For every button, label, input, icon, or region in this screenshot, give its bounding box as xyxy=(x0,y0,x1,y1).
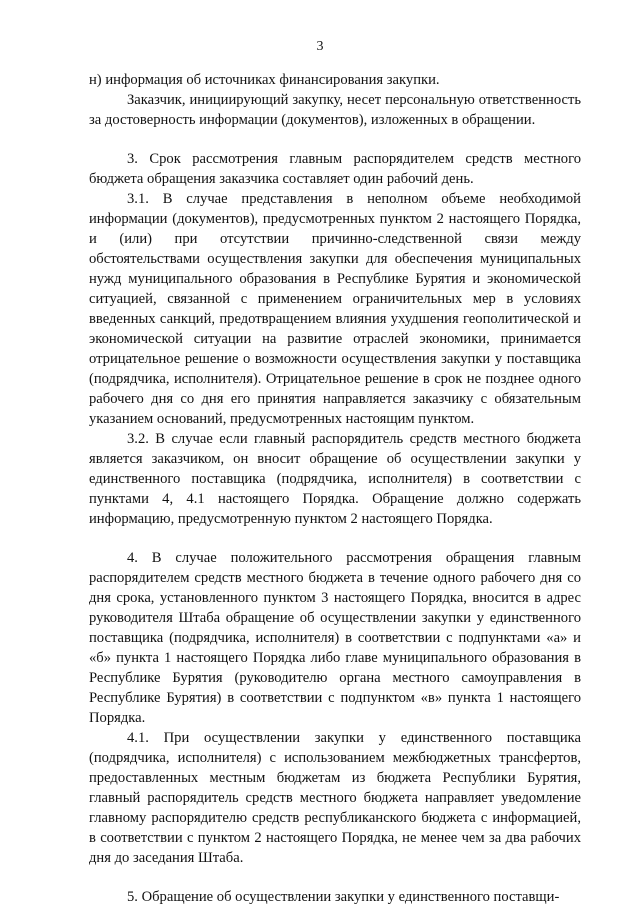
paragraph-item-n: н) информация об источниках финансирования закупки. xyxy=(89,72,440,88)
paragraph-5: 5. Обращение об осуществлении закупки у единственного поставщи- xyxy=(127,889,560,905)
document-body xyxy=(89,70,581,907)
paragraph-4: 4. В случае положительного рассмотрения обращения главным распорядителем средств местного бюджета в течение одного рабочего дня со дня срока, установленного пунктом 3 настоящего Порядка, вносится в адрес руководителя Штаба обращение об осуществлении закупки у единственного поставщика (подрядчика, исполнителя) в соответствии с подпунктами «а» и «б» пункта 1 настоящего Порядка либо главе муниципального образования в Республике Бурятия (руководителю органа местного самоуправления в Республике Бурятия) в соответствии с подпунктом «в» пункта 1 настоящего Порядка. xyxy=(89,550,581,726)
paragraph-3: 3. Срок рассмотрения главным распорядителем средств местного бюджета обращения заказчика составляет один рабочий день. xyxy=(89,151,581,187)
page-number: 3 xyxy=(316,39,324,54)
paragraph-3-2: 3.2. В случае если главный распорядитель средств местного бюджета является заказчиком, он вносит обращение об осуществлении закупки у единственного поставщика (подрядчика, исполнителя) в соответствии с пунктами 4, 4.1 настоящего Порядка. Обращение должно содержать информацию, предусмотренную пунктом 2 настоящего Порядка. xyxy=(89,431,581,527)
paragraph-4-1: 4.1. При осуществлении закупки у единственного поставщика (подрядчика, исполнителя) с использованием межбюджетных трансфертов, предоставленных местным бюджетам из бюджета Республики Бурятия, главный распорядитель средств местного бюджета направляет уведомление главному распорядителю средств республиканского бюджета с информацией, в соответствии с пунктом 2 настоящего Порядка, не менее чем за два рабочих дня до заседания Штаба. xyxy=(89,730,581,866)
paragraph-responsibility: Заказчик, инициирующий закупку, несет персональную ответственность за достоверность информации (документов), изложенных в обращении. xyxy=(89,92,581,128)
paragraph-3-1: 3.1. В случае представления в неполном объеме необходимой информации (документов), предусмотренных пунктом 2 настоящего Порядка, и (или) при отсутствии причинно-следственной связи между обстоятельствами осуществления закупки для обеспечения муниципальных нужд муниципального образования в Республике Бурятия и экономической ситуацией, связанной с применением ограничительных мер в условиях введенных санкций, предотвращением влияния ухудшения геополитической и экономической ситуации на развитие отраслей экономики, принимается отрицательное решение о возможности осуществления закупки у поставщика (подрядчика, исполнителя). Отрицательное решение в срок не позднее одного рабочего дня со дня его принятия направляется заказчику с обязательным указанием оснований, предусмотренных настоящим пунктом. xyxy=(89,191,581,427)
